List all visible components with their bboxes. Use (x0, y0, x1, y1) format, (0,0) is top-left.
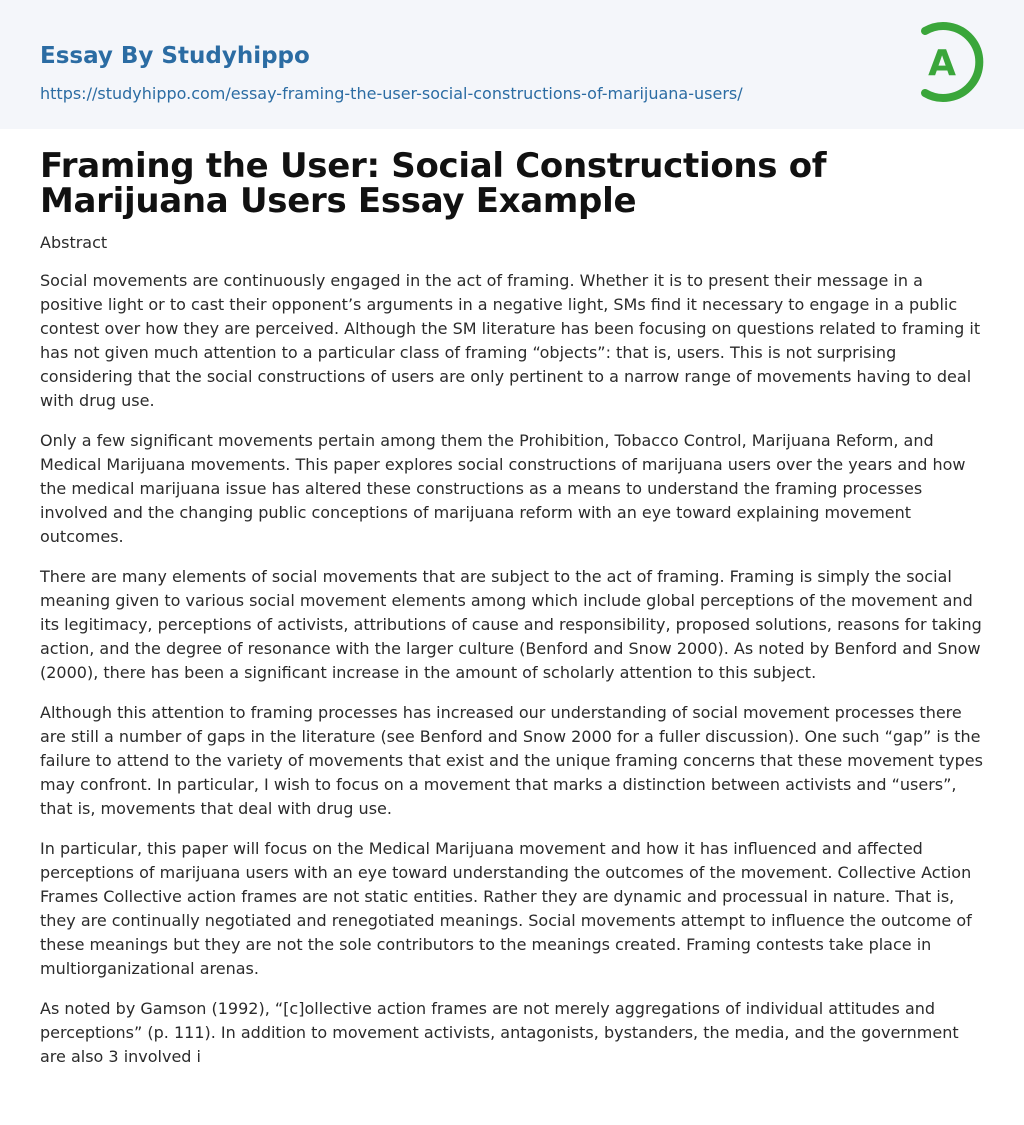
logo-letter: A (928, 43, 956, 84)
site-header (0, 0, 1024, 129)
page-url-link[interactable]: https://studyhippo.com/essay-framing-the-user-social-constructions-of-marijuana-users/ (40, 84, 743, 103)
site-title[interactable]: Essay By Studyhippo (40, 43, 310, 69)
paragraph: There are many elements of social movements that are subject to the act of framing. Framing is simply the social meaning given to various social movement elements among which include global perceptions of the movement and its legitimacy, perceptions of activists, attributions of cause and responsibility, proposed solutions, reasons for taking action, and the degree of resonance with the larger culture (Benford and Snow 2000). As noted by Benford and Snow (2000), there has been a significant increase in the amount of scholarly attention to this subject. (40, 567, 982, 682)
article (0, 129, 1024, 1069)
section-label: Abstract (40, 233, 108, 252)
paragraph: Although this attention to framing processes has increased our understanding of social movement processes there are still a number of gaps in the literature (see Benford and Snow 2000 for a fuller discussion). One such “gap” is the failure to attend to the variety of movements that exist and the unique framing concerns that these movement types may confront. In particular, I wish to focus on a movement that marks a distinction between activists and “users”, that is, movements that deal with drug use. (40, 703, 983, 818)
paragraph: Social movements are continuously engaged in the act of framing. Whether it is to present their message in a positive light or to cast their opponent’s arguments in a negative light, SMs find it necessary to engage in a public contest over how they are perceived. Although the SM literature has been focusing on questions related to framing it has not given much attention to a particular class of framing “objects”: that is, users. This is not surprising considering that the social constructions of users are only pertinent to a narrow range of movements having to deal with drug use. (40, 271, 981, 410)
studyhippo-logo-icon[interactable] (916, 19, 986, 105)
paragraph: Only a few significant movements pertain among them the Prohibition, Tobacco Control, Marijuana Reform, and Medical Marijuana movements. This paper explores social constructions of marijuana users over the years and how the medical marijuana issue has altered these constructions as a means to understand the framing processes involved and the changing public conceptions of marijuana reform with an eye toward explaining movement outcomes. (40, 431, 966, 546)
paragraph: As noted by Gamson (1992), “[c]ollective action frames are not merely aggregations of individual attitudes and perceptions” (p. 111). In addition to movement activists, antagonists, bystanders, the media, and the government are also 3 involved i (40, 999, 959, 1066)
paragraph: In particular, this paper will focus on the Medical Marijuana movement and how it has influenced and affected perceptions of marijuana users with an eye toward understanding the outcomes of the movement. Collective Action Frames Collective action frames are not static entities. Rather they are dynamic and processual in nature. That is, they are continually negotiated and renegotiated meanings. Social movements attempt to influence the outcome of these meanings but they are not the sole contributors to the meanings created. Framing contests take place in multiorganizational arenas. (40, 839, 972, 978)
article-title: Framing the User: Social Constructions of Marijuana Users Essay Example (40, 146, 827, 221)
